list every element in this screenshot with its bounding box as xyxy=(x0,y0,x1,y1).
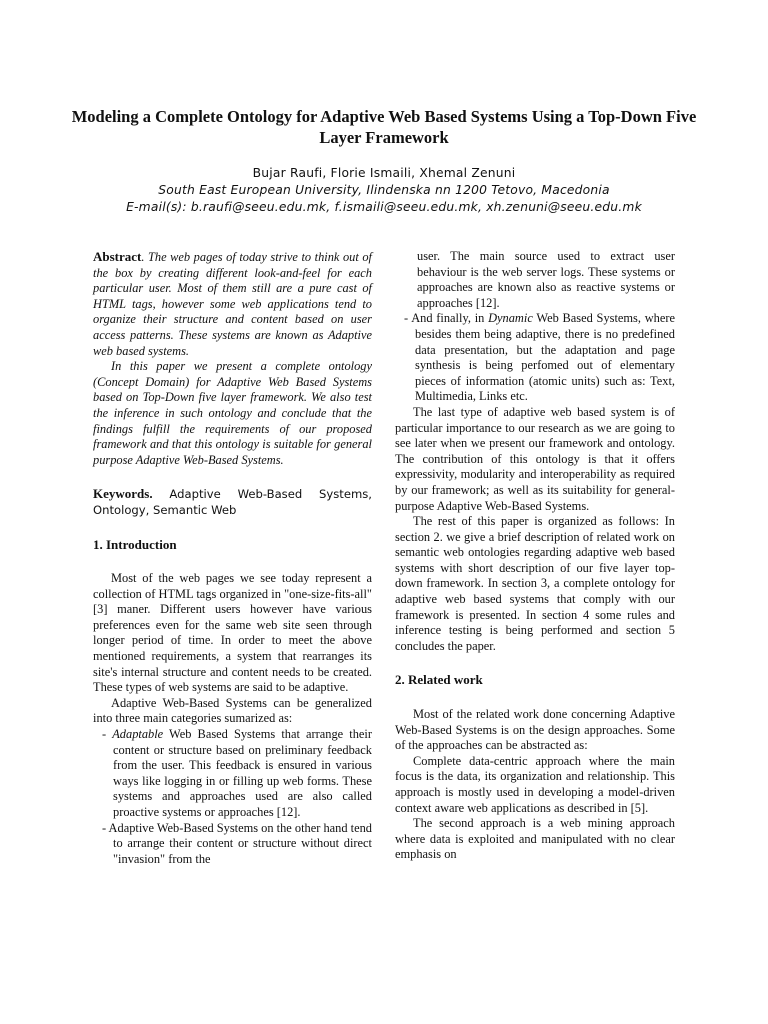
intro-paragraph-1: Most of the web pages we see today represent a collection of HTML tags organized in "one-size-fits-all"[3] maner. Different users however have various preferences even for the same web site seen through longer period of time. In order to meet the above mentioned requirements, a system that rearranges its site's internal structure and content needs to be created. These types of web systems are said to be adaptive. xyxy=(93,571,372,695)
intro-paragraph-2: Adaptive Web-Based Systems can be generalized into three main categories sumarized as: xyxy=(93,695,372,726)
abstract-text: . The web pages of today strive to think out of the box by creating different look-and-feel for each particular user. Most of them still are a pure cast of HTML tags, however some web applications tend to organize their structure and content based on user access patterns. These systems are known as Adaptive web based systems. xyxy=(93,250,372,358)
list-item-adaptive: - Adaptive Web-Based Systems on the other hand tend to arrange their content or structure without direct "invasion" from the xyxy=(102,820,372,866)
intro-paragraph-4: The rest of this paper is organized as follows: In section 2. we give a brief description of related work on semantic web ontologies regarding adaptive web based systems with short description of our five layer top-down framework. In section 3, a complete ontology for adaptive web based systems that comply with our framework is presented. In section 4 some rules and inference testing is being performed and section 5 concludes the paper. xyxy=(395,514,675,653)
related-work-paragraph-3: The second approach is a web mining approach where data is exploited and manipulated with no clear emphasis on xyxy=(395,816,675,862)
list-item-dynamic: - And finally, in Dynamic Web Based Systems, where besides them being adaptive, there is no predefined data presentation, but the adaptation and page synthesis is being perfomed out of elementary pieces of information (atomic units) such as: Text, Multimedia, Links etc. xyxy=(404,311,675,404)
paper-title: Modeling a Complete Ontology for Adaptive Web Based Systems Using a Top-Down Five Layer Framework xyxy=(71,107,697,147)
left-column xyxy=(93,249,372,867)
right-column xyxy=(395,249,675,863)
list-item-adaptive-continued: user. The main source used to extract user behaviour is the web server logs. These systems or approaches are known also as reactive systems or approaches [12]. xyxy=(417,249,675,310)
keywords xyxy=(93,486,372,518)
abstract-paragraph xyxy=(93,249,372,359)
list-item-adaptable: - Adaptable Web Based Systems that arrange their content or structure based on preliminary feedback from the user. This feedback is ensured in various ways like logging in or filling up web forms. These systems and approaches used are also called proactive systems or approaches [12]. xyxy=(102,727,372,819)
author-emails: E-mail(s): b.raufi@seeu.edu.mk, f.ismaili@seeu.edu.mk, xh.zenuni@seeu.edu.mk xyxy=(126,200,642,214)
abstract-paragraph-2: In this paper we present a complete ontology (Concept Domain) for Adaptive Web Based Systems based on Top-Down five layer framework. We also test the inference in such ontology and conclude that the findings fulfill the requirements of our proposed framework and that this ontology is suitable for general purpose Adaptive Web-Based Systems. xyxy=(93,359,372,467)
term-adaptable: Adaptable xyxy=(112,727,164,742)
intro-paragraph-3: The last type of adaptive web based system is of particular importance to our research as we are going to see later when we present our framework and ontology. The contribution of this ontology is that it offers expressivity, modularity and interoperability as required by our framework; as well as its suitability for general-purpose Adaptive Web-Based Systems. xyxy=(395,404,675,513)
keywords-text: Adaptive Web-Based Systems, Ontology, Semantic Web xyxy=(93,487,372,517)
related-work-paragraph-2: Complete data-centric approach where the main focus is the data, its organization and relationship. This approach is mostly used in developing a model-driven context aware web applications as described in [5]. xyxy=(395,753,675,815)
term-dynamic: Dynamic xyxy=(488,311,533,326)
author-affiliation: South East European University, Ilindenska nn 1200 Tetovo, Macedonia xyxy=(158,183,610,197)
related-work-paragraph-1: Most of the related work done concerning Adaptive Web-Based Systems is on the design approaches. Some of the approaches can be abstracted as: xyxy=(395,707,675,753)
author-list: Bujar Raufi, Florie Ismaili, Xhemal Zenuni xyxy=(252,166,516,180)
abstract-heading: Abstract xyxy=(93,249,142,264)
keywords-heading: Keywords. xyxy=(93,486,153,502)
section-heading-related-work: 2. Related work xyxy=(395,672,483,688)
section-heading-introduction: 1. Introduction xyxy=(93,536,177,552)
